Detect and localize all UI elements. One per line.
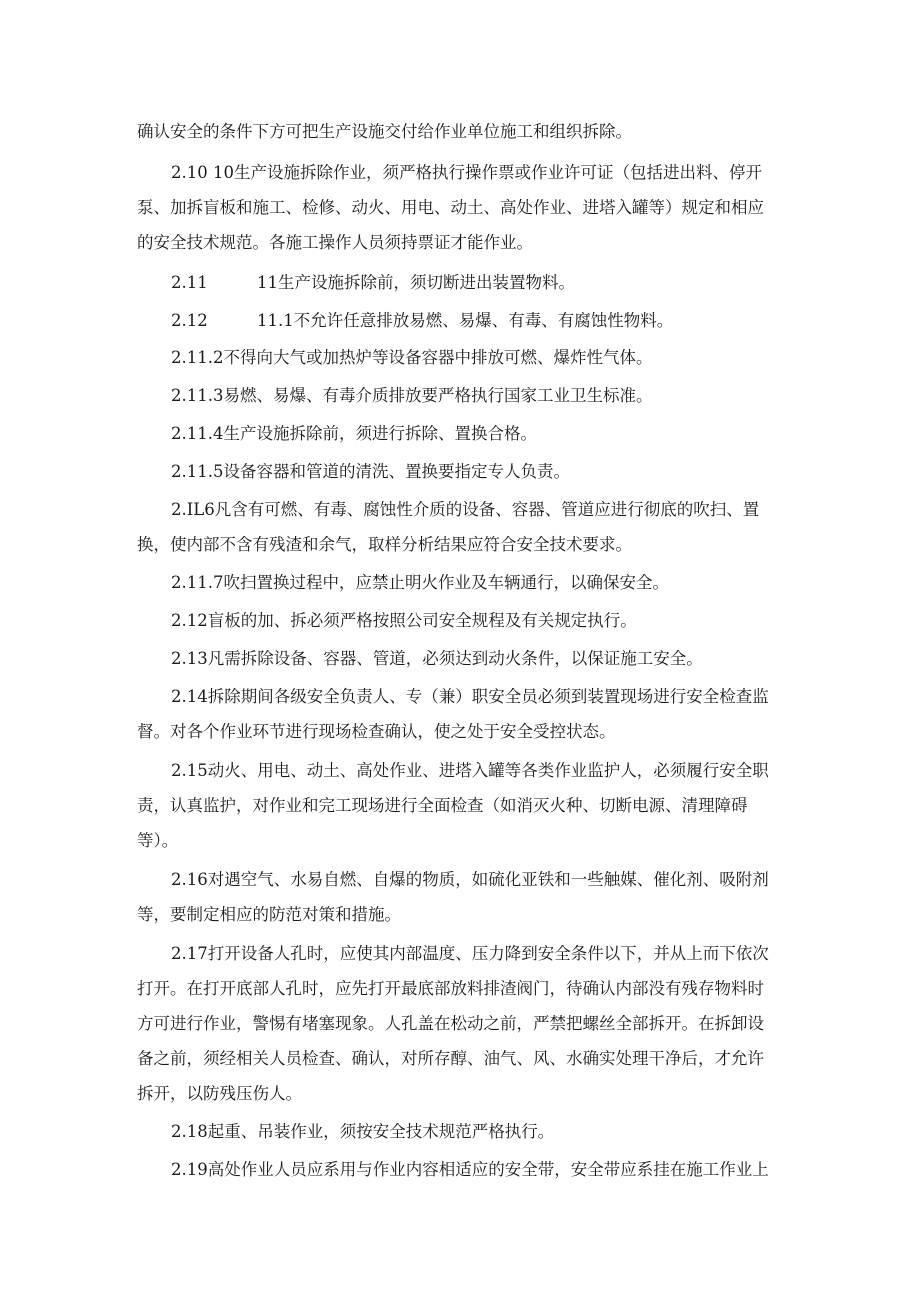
paragraph-2-14-line-2: 督。对各个作业环节进行现场检查确认，使之处于安全受控状态。 xyxy=(137,722,616,741)
paragraph-2-17-line-5: 拆开，以防残压伤人。 xyxy=(137,1084,302,1103)
paragraph-2-14-line-1: 2.14拆除期间各级安全负责人、专（兼）职安全员必须到装置现场进行安全检查监 xyxy=(171,687,769,706)
paragraph-2-11-4: 2.11.4生产设施拆除前，须进行拆除、置换合格。 xyxy=(171,424,537,443)
paragraph-2-17-line-1: 2.17打开设备人孔时，应使其内部温度、压力降到安全条件以下，并从上而下依次 xyxy=(171,944,769,963)
paragraph-2-11-2: 2.11.2不得向大气或加热炉等设备容器中排放可燃、爆炸性气体。 xyxy=(171,348,653,367)
section-number-2-11: 2.11 xyxy=(171,273,208,292)
paragraph-2-11-7: 2.11.7吹扫置换过程中，应禁止明火作业及车辆通行，以确保安全。 xyxy=(171,573,669,592)
paragraph-2-15-line-2: 责，认真监护，对作业和完工现场进行全面检查（如消灭火种、切断电源、清理障碍 xyxy=(137,796,748,815)
paragraph-2-10-line-2: 泵、加拆盲板和施工、检修、动火、用电、动土、高处作业、进塔入罐等）规定和相应 xyxy=(137,198,764,217)
paragraph-2-16-line-2: 等，要制定相应的防范对策和措施。 xyxy=(137,905,401,924)
paragraph-2-11-5: 2.11.5设备容器和管道的清洗、置换要指定专人负责。 xyxy=(171,462,570,481)
paragraph-2-12: 2.12盲板的加、拆必须严格按照公司安全规程及有关规定执行。 xyxy=(171,611,637,630)
paragraph-2-15-line-1: 2.15动火、用电、动土、高处作业、进塔入罐等各类作业监护人，必须履行安全职 xyxy=(171,761,769,780)
paragraph-11-1: 11.1不允许任意排放易燃、易爆、有毒、有腐蚀性物料。 xyxy=(257,311,674,330)
paragraph-2-10-line-3: 的安全技术规范。各施工操作人员须持票证才能作业。 xyxy=(137,233,533,252)
paragraph-2-17-line-3: 方可进行作业，警惕有堵塞现象。人孔盖在松动之前，严禁把螺丝全部拆开。在拆卸设 xyxy=(137,1014,764,1033)
paragraph-line: 确认安全的条件下方可把生产设施交付给作业单位施工和组织拆除。 xyxy=(137,122,632,141)
paragraph-2-18: 2.18起重、吊装作业，须按安全技术规范严格执行。 xyxy=(171,1122,555,1141)
paragraph-2-11-6-line-2: 换，使内部不含有残渣和余气，取样分析结果应符合安全技术要求。 xyxy=(137,535,632,554)
paragraph-2-13: 2.13凡需拆除设备、容器、管道，必须达到动火条件，以保证施工安全。 xyxy=(171,649,703,668)
paragraph-2-11-6-line-1: 2.IL6凡含有可燃、有毒、腐蚀性介质的设备、容器、管道应进行彻底的吹扫、置 xyxy=(171,500,760,519)
paragraph-11: 11生产设施拆除前，须切断进出装置物料。 xyxy=(257,273,575,292)
section-number-2-12: 2.12 xyxy=(171,311,208,330)
paragraph-2-17-line-2: 打开。在打开底部人孔时，应先打开最底部放料排渣阀门，待确认内部没有残存物料时 xyxy=(137,979,764,998)
paragraph-2-10-line-1: 2.10 10生产设施拆除作业，须严格执行操作票或作业许可证（包括进出料、停开 xyxy=(171,163,762,182)
paragraph-2-17-line-4: 备之前，须经相关人员检查、确认，对所存醇、油气、风、水确实处理干净后，才允许 xyxy=(137,1049,764,1068)
paragraph-2-19: 2.19高处作业人员应系用与作业内容相适应的安全带，安全带应系挂在施工作业上 xyxy=(171,1160,769,1179)
paragraph-2-15-line-3: 等）。 xyxy=(137,831,179,850)
paragraph-2-11-3: 2.11.3易燃、易爆、有毒介质排放要严格执行国家工业卫生标准。 xyxy=(171,386,653,405)
paragraph-2-16-line-1: 2.16对遇空气、水易自燃、自爆的物质，如硫化亚铁和一些触媒、催化剂、吸附剂 xyxy=(171,870,769,889)
